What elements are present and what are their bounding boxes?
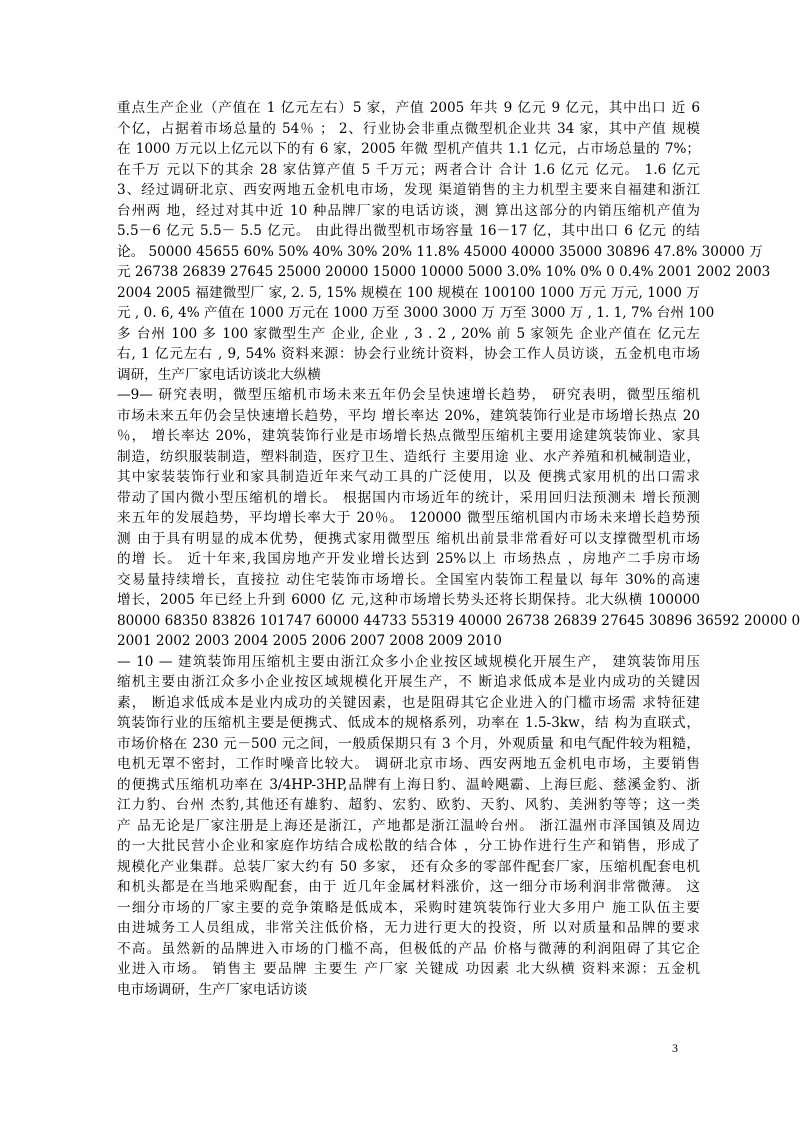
text-line: 带动了国内微小型压缩机的增长。 根据国内市场近年的统计，采用回归法预测未 增长预测: [117, 489, 700, 506]
text-line: 增长，2005 年已经上升到 6000 亿 元,这种市场增长势头还将长期保持。北大纵横 100000: [117, 592, 700, 608]
text-line: ％， 增长率达 20%，建筑装饰行业是市场增长热点微型压缩机主要用途建筑装饰业、家具: [117, 428, 700, 444]
text-line: 规模化产业集群。总装厂家大约有 50 多家， 还有众多的零部件配套厂家，压缩机配套电机: [117, 858, 700, 875]
text-line: 的增 长。 近十年来,我国房地产开发业增长达到 25%以上 市场热点 ，房地产二手房市场: [117, 551, 700, 567]
text-line: 素， 断追求低成本是业内成功的关键因素，也是阻碍其它企业进入的门槛市场需 求特征建: [117, 694, 700, 711]
text-line: 市场价格在 230 元－500 元之间，一般质保期只有 3 个月，外观质量 和电气配件较为粗糙，: [117, 735, 700, 752]
text-line: 制造，纺织服装制造，塑料制造，医疗卫生、造纸行 主要用途 业、水产养殖和机械制造业，: [117, 448, 700, 465]
text-line: 筑装饰行业的压缩机主要是便携式、低成本的规格系列，功率在 1.5-3kw，结 构为直联式，: [117, 715, 700, 731]
text-line: 在千万 元以下的其余 28 家估算产值 5 千万元；两者合计 合计 1.6 亿元 亿元。 1.6 亿元: [117, 161, 700, 178]
text-line: 重点生产企业（产值在 1 亿元左右）5 家，产值 2005 年共 9 亿元 9 亿元，其中出口 近 6: [117, 100, 700, 116]
page-number: 3: [672, 1041, 678, 1055]
text-line: 论。 50000 45655 60% 50% 40% 30% 20% 11.8% 45000 40000 35000 30896 47.8% 30000 万: [117, 243, 763, 260]
text-line: 市场未来五年仍会呈快速增长趋势，平均 增长率达 20%，建筑装饰行业是市场增长热点 20: [117, 407, 700, 424]
text-line: 元 , 0. 6, 4% 产值在 1000 万元在 1000 万至 3000 3000 万 万至 3000 万 , 1. 1, 7% 台州 100: [117, 305, 715, 321]
text-line: 元 26738 26839 27645 25000 20000 15000 10000 5000 3.0% 10% 0% 0 0.4% 2001 2002 2003: [117, 264, 771, 280]
text-line: — 10 — 建筑装饰用压缩机主要由浙江众多小企业按区域规模化开展生产， 建筑装饰用压: [117, 653, 700, 670]
text-line: 业进入市场。 销售主 要品牌 主要生 产厂家 关键成 功因素 北大纵横 资料来源：五金机: [117, 961, 700, 977]
text-line: 由进城务工人员组成，非常关注低价格，无力进行更大的投资，所 以对质量和品牌的要求: [117, 920, 700, 936]
text-line: 个亿，占据着市场总量的 54％ ； 2、行业协会非重点微型机企业共 34 家，其中产值 规模: [117, 120, 700, 137]
text-line: 台州两 地，经过对其中近 10 种品牌厂家的电话访谈，测 算出这部分的内销压缩机产值为: [117, 202, 700, 219]
text-line: 电市场调研，生产厂家电话访谈: [117, 981, 308, 998]
text-line: 其中家装装饰行业和家具制造近年来气动工具的广泛使用，以及 便携式家用机的出口需求: [117, 469, 700, 485]
text-line: 3、经过调研北京、西安两地五金机电市场，发现 渠道销售的主力机型主要来自福建和浙江: [117, 182, 700, 198]
text-line: 调研，生产厂家电话访谈北大纵横: [117, 366, 321, 383]
text-line: 来五年的发展趋势，平均增长率大于 20％。 120000 微型压缩机国内市场未来增长趋势预: [117, 510, 700, 526]
text-line: 在 1000 万元以上亿元以下的有 6 家，2005 年微 型机产值共 1.1 亿元，占市场总量的 7%；: [117, 141, 700, 157]
text-line: 的一大批民营小企业和家庭作坊结合成松散的结合体 ，分工协作进行生产和销售，形成了: [117, 838, 700, 854]
text-line: 5.5－6 亿元 5.5－ 5.5 亿元。 由此得出微型机市场容量 16－17 亿，其中出口 6 亿元 的结: [117, 223, 700, 239]
text-line: —9— 研究表明，微型压缩机市场未来五年仍会呈快速增长趋势， 研究表明，微型压缩机: [117, 387, 700, 403]
text-line: 和机头都是在当地采购配套，由于 近几年金属材料涨价，这一细分市场利润非常微薄。 这: [117, 879, 700, 895]
text-line: 江力豹、台州 杰豹,其他还有雄豹、超豹、宏豹、欧豹、天豹、风豹、美洲豹等等；这一类: [117, 797, 700, 813]
text-line: 测 由于具有明显的成本优势，便携式家用微型压 缩机出前景非常看好可以支撑微型机市场: [117, 530, 700, 547]
text-line: 不高。虽然新的品牌进入市场的门槛不高，但极低的产品 价格与微薄的利润阻碍了其它企: [117, 940, 700, 957]
text-line: 一细分市场的厂家主要的竞争策略是低成本，采购时建筑装饰行业大多用户 施工队伍主要: [117, 899, 700, 916]
document-body: [117, 98, 800, 1000]
text-line: 80000 68350 83826 101747 60000 44733 55319 40000 26738 26839 27645 30896 36592 20000 0: [117, 612, 800, 629]
text-line: 交易量持续增长，直接拉 动住宅装饰市场增长。全国室内装饰工程量以 每年 30%的高速: [117, 571, 700, 588]
text-line: 产 品无论是厂家注册是上海还是浙江，产地都是浙江温岭台州。 浙江温州市泽国镇及周边: [117, 817, 700, 834]
text-line: 电机无罩不密封，工作时噪音比较大。 调研北京市场、西安两地五金机电市场，主要销售: [117, 756, 700, 772]
text-line: 2004 2005 福建微型厂 家, 2. 5, 15% 规模在 100 规模在 100100 1000 万元 万元, 1000 万: [117, 284, 700, 301]
text-line: 缩机主要由浙江众多小企业按区域规模化开展生产，不 断追求低成本是业内成功的关键因: [117, 674, 700, 690]
text-line: 右, 1 亿元左右 , 9, 54% 资料来源：协会行业统计资料，协会工作人员访谈，五金机电市场: [117, 346, 700, 362]
text-line: 2001 2002 2003 2004 2005 2006 2007 2008 2009 2010: [117, 633, 502, 649]
text-line: 多 台州 100 多 100 家微型生产 企业, 企业 , 3 . 2 , 20% 前 5 家领先 企业产值在 亿元左: [117, 325, 700, 342]
text-line: 的便携式压缩机功率在 3/4HP-3HP,品牌有上海日豹、温岭飓霸、上海巨彪、慈溪金豹、浙: [117, 776, 700, 793]
